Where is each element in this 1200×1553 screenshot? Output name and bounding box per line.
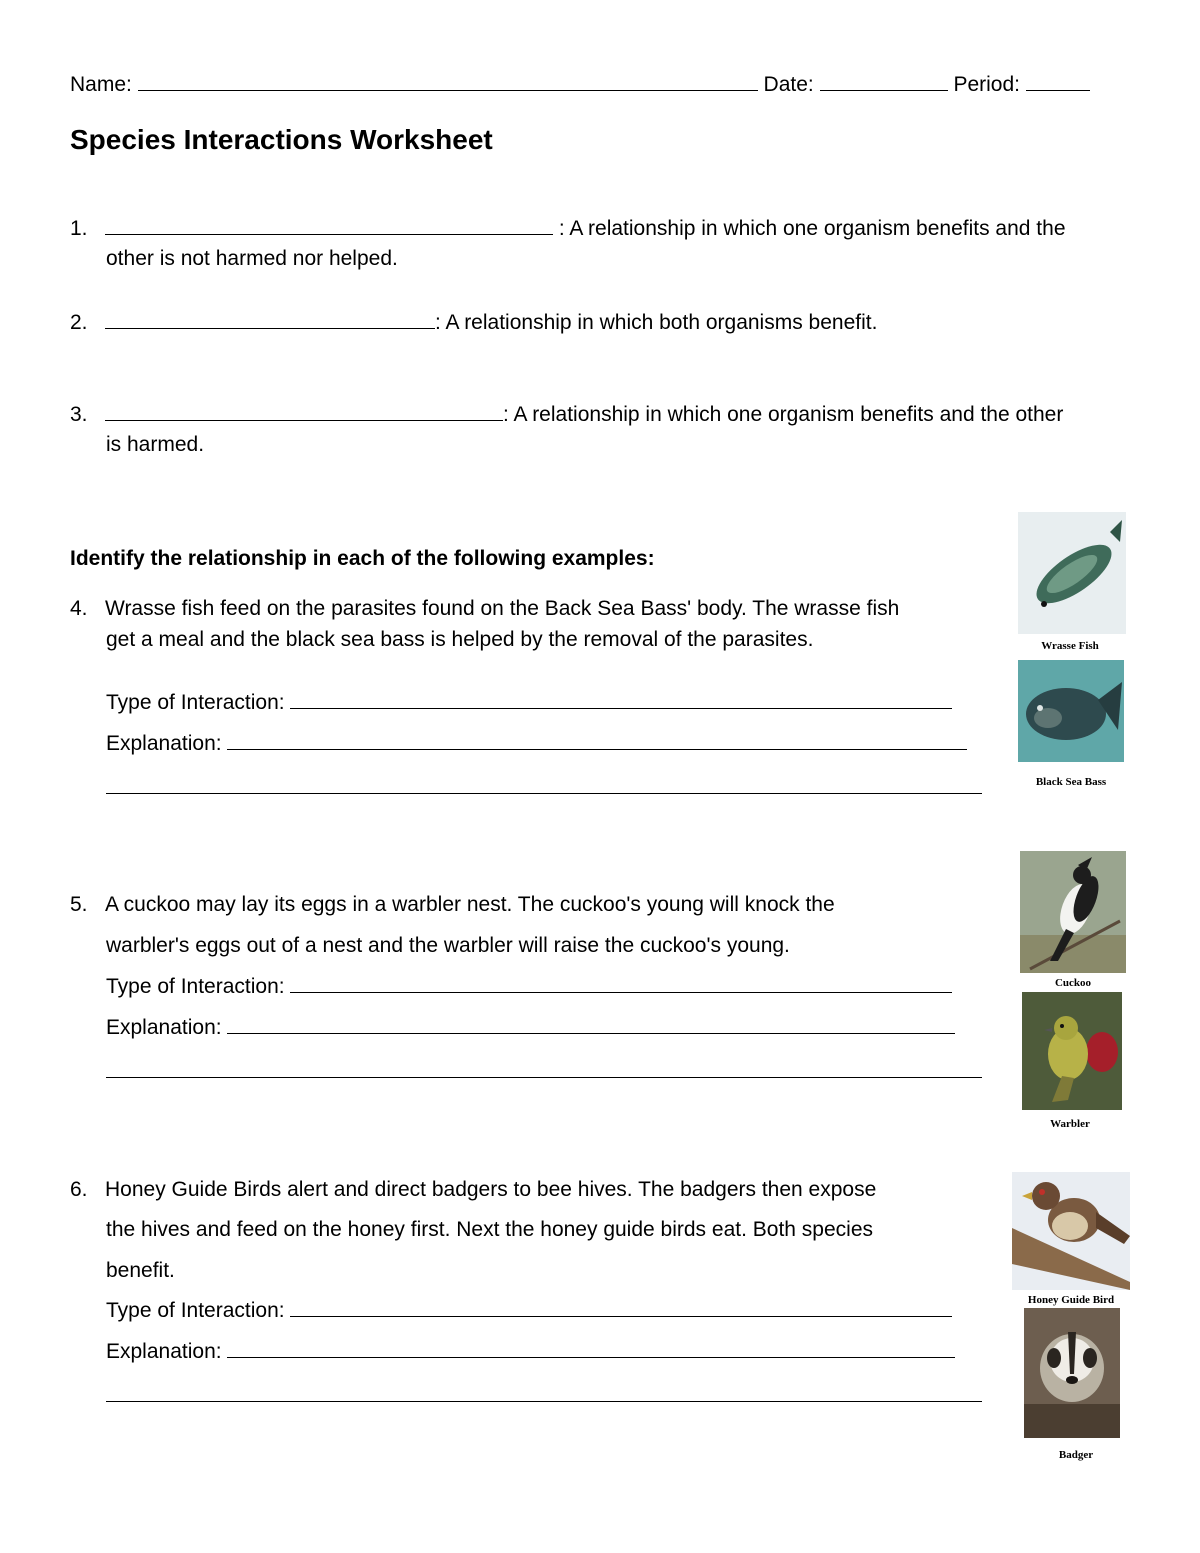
explanation-answer-field-2[interactable] (106, 775, 982, 794)
definition-3-cont: is harmed. (106, 433, 205, 456)
example-4-line-1 (70, 597, 899, 621)
example-number: 6. (70, 1178, 88, 1201)
definition-1-cont: other is not harmed nor helped. (106, 247, 398, 270)
name-label: Name: (70, 73, 132, 96)
name-field[interactable] (138, 72, 758, 91)
example-5-line-2: warbler's eggs out of a nest and the warbler will raise the cuckoo's young. (106, 934, 790, 957)
explanation-answer-field-2[interactable] (106, 1383, 982, 1402)
example-number: 5. (70, 893, 88, 916)
honey-guide-bird-photo (1012, 1172, 1130, 1290)
cuckoo-photo (1020, 851, 1126, 973)
type-answer-field[interactable] (290, 690, 952, 709)
definition-1 (70, 216, 1066, 241)
type-label: Type of Interaction: (106, 691, 285, 714)
definition-2 (70, 310, 877, 335)
explanation-answer-field-2[interactable] (106, 1059, 982, 1078)
definition-text: : A relationship in which both organisms benefit. (435, 311, 878, 334)
example-6-line-2: the hives and feed on the honey first. Next the honey guide birds eat. Both species (106, 1218, 873, 1241)
example-6-line-3: benefit. (106, 1259, 175, 1282)
example-5-line-1 (70, 893, 835, 917)
example-text: A cuckoo may lay its eggs in a warbler nest. The cuckoo's young will knock the (105, 893, 835, 916)
definition-number: 3. (70, 403, 88, 426)
photo-caption: Warbler (1050, 1118, 1090, 1130)
definition-number: 2. (70, 311, 88, 334)
example-6-line-1 (70, 1178, 876, 1202)
example-text: Wrasse fish feed on the parasites found on the Back Sea Bass' body. The wrasse fish (105, 597, 900, 620)
explanation-label: Explanation: (106, 1340, 222, 1363)
definition-3 (70, 402, 1063, 427)
section-heading: Identify the relationship in each of the following examples: (70, 547, 655, 570)
type-answer-field[interactable] (290, 1298, 952, 1317)
example-4-explanation (106, 731, 967, 756)
example-6-type (106, 1298, 952, 1323)
date-label: Date: (763, 73, 814, 96)
example-text: Honey Guide Birds alert and direct badgers to bee hives. The badgers then expose (105, 1178, 877, 1201)
photo-caption: Black Sea Bass (1035, 776, 1107, 788)
example-5-type (106, 974, 952, 999)
example-6-explanation-cont (106, 1383, 982, 1408)
explanation-label: Explanation: (106, 732, 222, 755)
type-label: Type of Interaction: (106, 1299, 285, 1322)
type-answer-field[interactable] (290, 974, 952, 993)
photo-caption: Wrasse Fish (1041, 640, 1099, 652)
example-5-explanation (106, 1015, 955, 1040)
period-field[interactable] (1026, 72, 1090, 91)
example-6-explanation (106, 1339, 955, 1364)
example-5-explanation-cont (106, 1059, 982, 1084)
photo-caption: Cuckoo (1054, 977, 1092, 989)
example-number: 4. (70, 597, 88, 620)
explanation-answer-field[interactable] (227, 1015, 955, 1034)
explanation-answer-field[interactable] (227, 1339, 955, 1358)
definition-text: : A relationship in which one organism benefits and the (558, 217, 1066, 240)
badger-photo (1024, 1308, 1120, 1438)
answer-blank[interactable] (105, 216, 553, 235)
date-field[interactable] (820, 72, 948, 91)
example-4-explanation-cont (106, 775, 982, 800)
type-label: Type of Interaction: (106, 975, 285, 998)
definition-text: : A relationship in which one organism benefits and the other (503, 403, 1064, 426)
definition-number: 1. (70, 217, 88, 240)
example-4-type (106, 690, 952, 715)
black-sea-bass-photo (1018, 660, 1124, 762)
wrasse-fish-photo (1018, 512, 1126, 634)
example-4-line-2: get a meal and the black sea bass is helped by the removal of the parasites. (106, 628, 814, 651)
header-row (70, 72, 1090, 97)
explanation-answer-field[interactable] (227, 731, 967, 750)
explanation-label: Explanation: (106, 1016, 222, 1039)
period-label: Period: (953, 73, 1020, 96)
answer-blank[interactable] (105, 310, 435, 329)
warbler-photo (1022, 992, 1122, 1110)
photo-caption: Badger (1058, 1449, 1094, 1461)
page-title: Species Interactions Worksheet (70, 124, 493, 155)
answer-blank[interactable] (105, 402, 503, 421)
photo-caption: Honey Guide Bird (1027, 1294, 1115, 1306)
